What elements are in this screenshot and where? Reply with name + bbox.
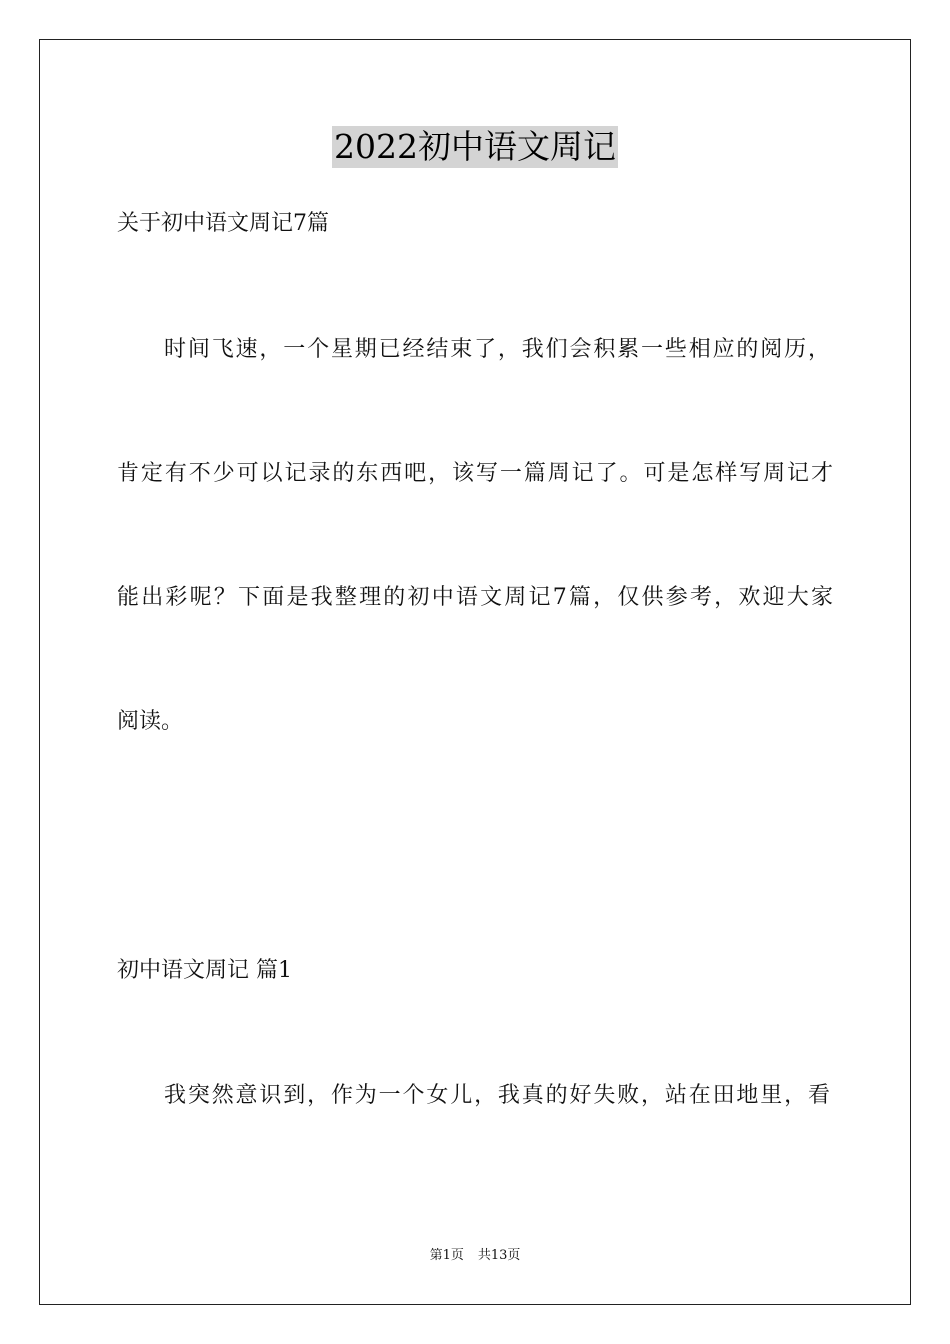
total-pages: 共13页 bbox=[477, 1248, 521, 1263]
section-title: 初中语文周记 篇1 bbox=[117, 958, 292, 983]
title-container bbox=[0, 126, 950, 168]
intro-line-4: 阅读。 bbox=[117, 709, 184, 734]
page-footer bbox=[0, 1247, 950, 1265]
intro-line-1: 时间飞速，一个星期已经结束了，我们会积累一些相应的阅历， bbox=[164, 337, 830, 362]
page-number: 第1页 bbox=[429, 1248, 464, 1263]
intro-line-2: 肯定有不少可以记录的东西吧，该写一篇周记了。可是怎样写周记才 bbox=[117, 461, 833, 486]
document-subtitle: 关于初中语文周记7篇 bbox=[117, 211, 329, 236]
intro-line-3: 能出彩呢？下面是我整理的初中语文周记7篇，仅供参考，欢迎大家 bbox=[117, 585, 833, 610]
document-title: 2022初中语文周记 bbox=[334, 127, 616, 166]
section-line-1: 我突然意识到，作为一个女儿，我真的好失败，站在田地里，看 bbox=[164, 1083, 830, 1108]
